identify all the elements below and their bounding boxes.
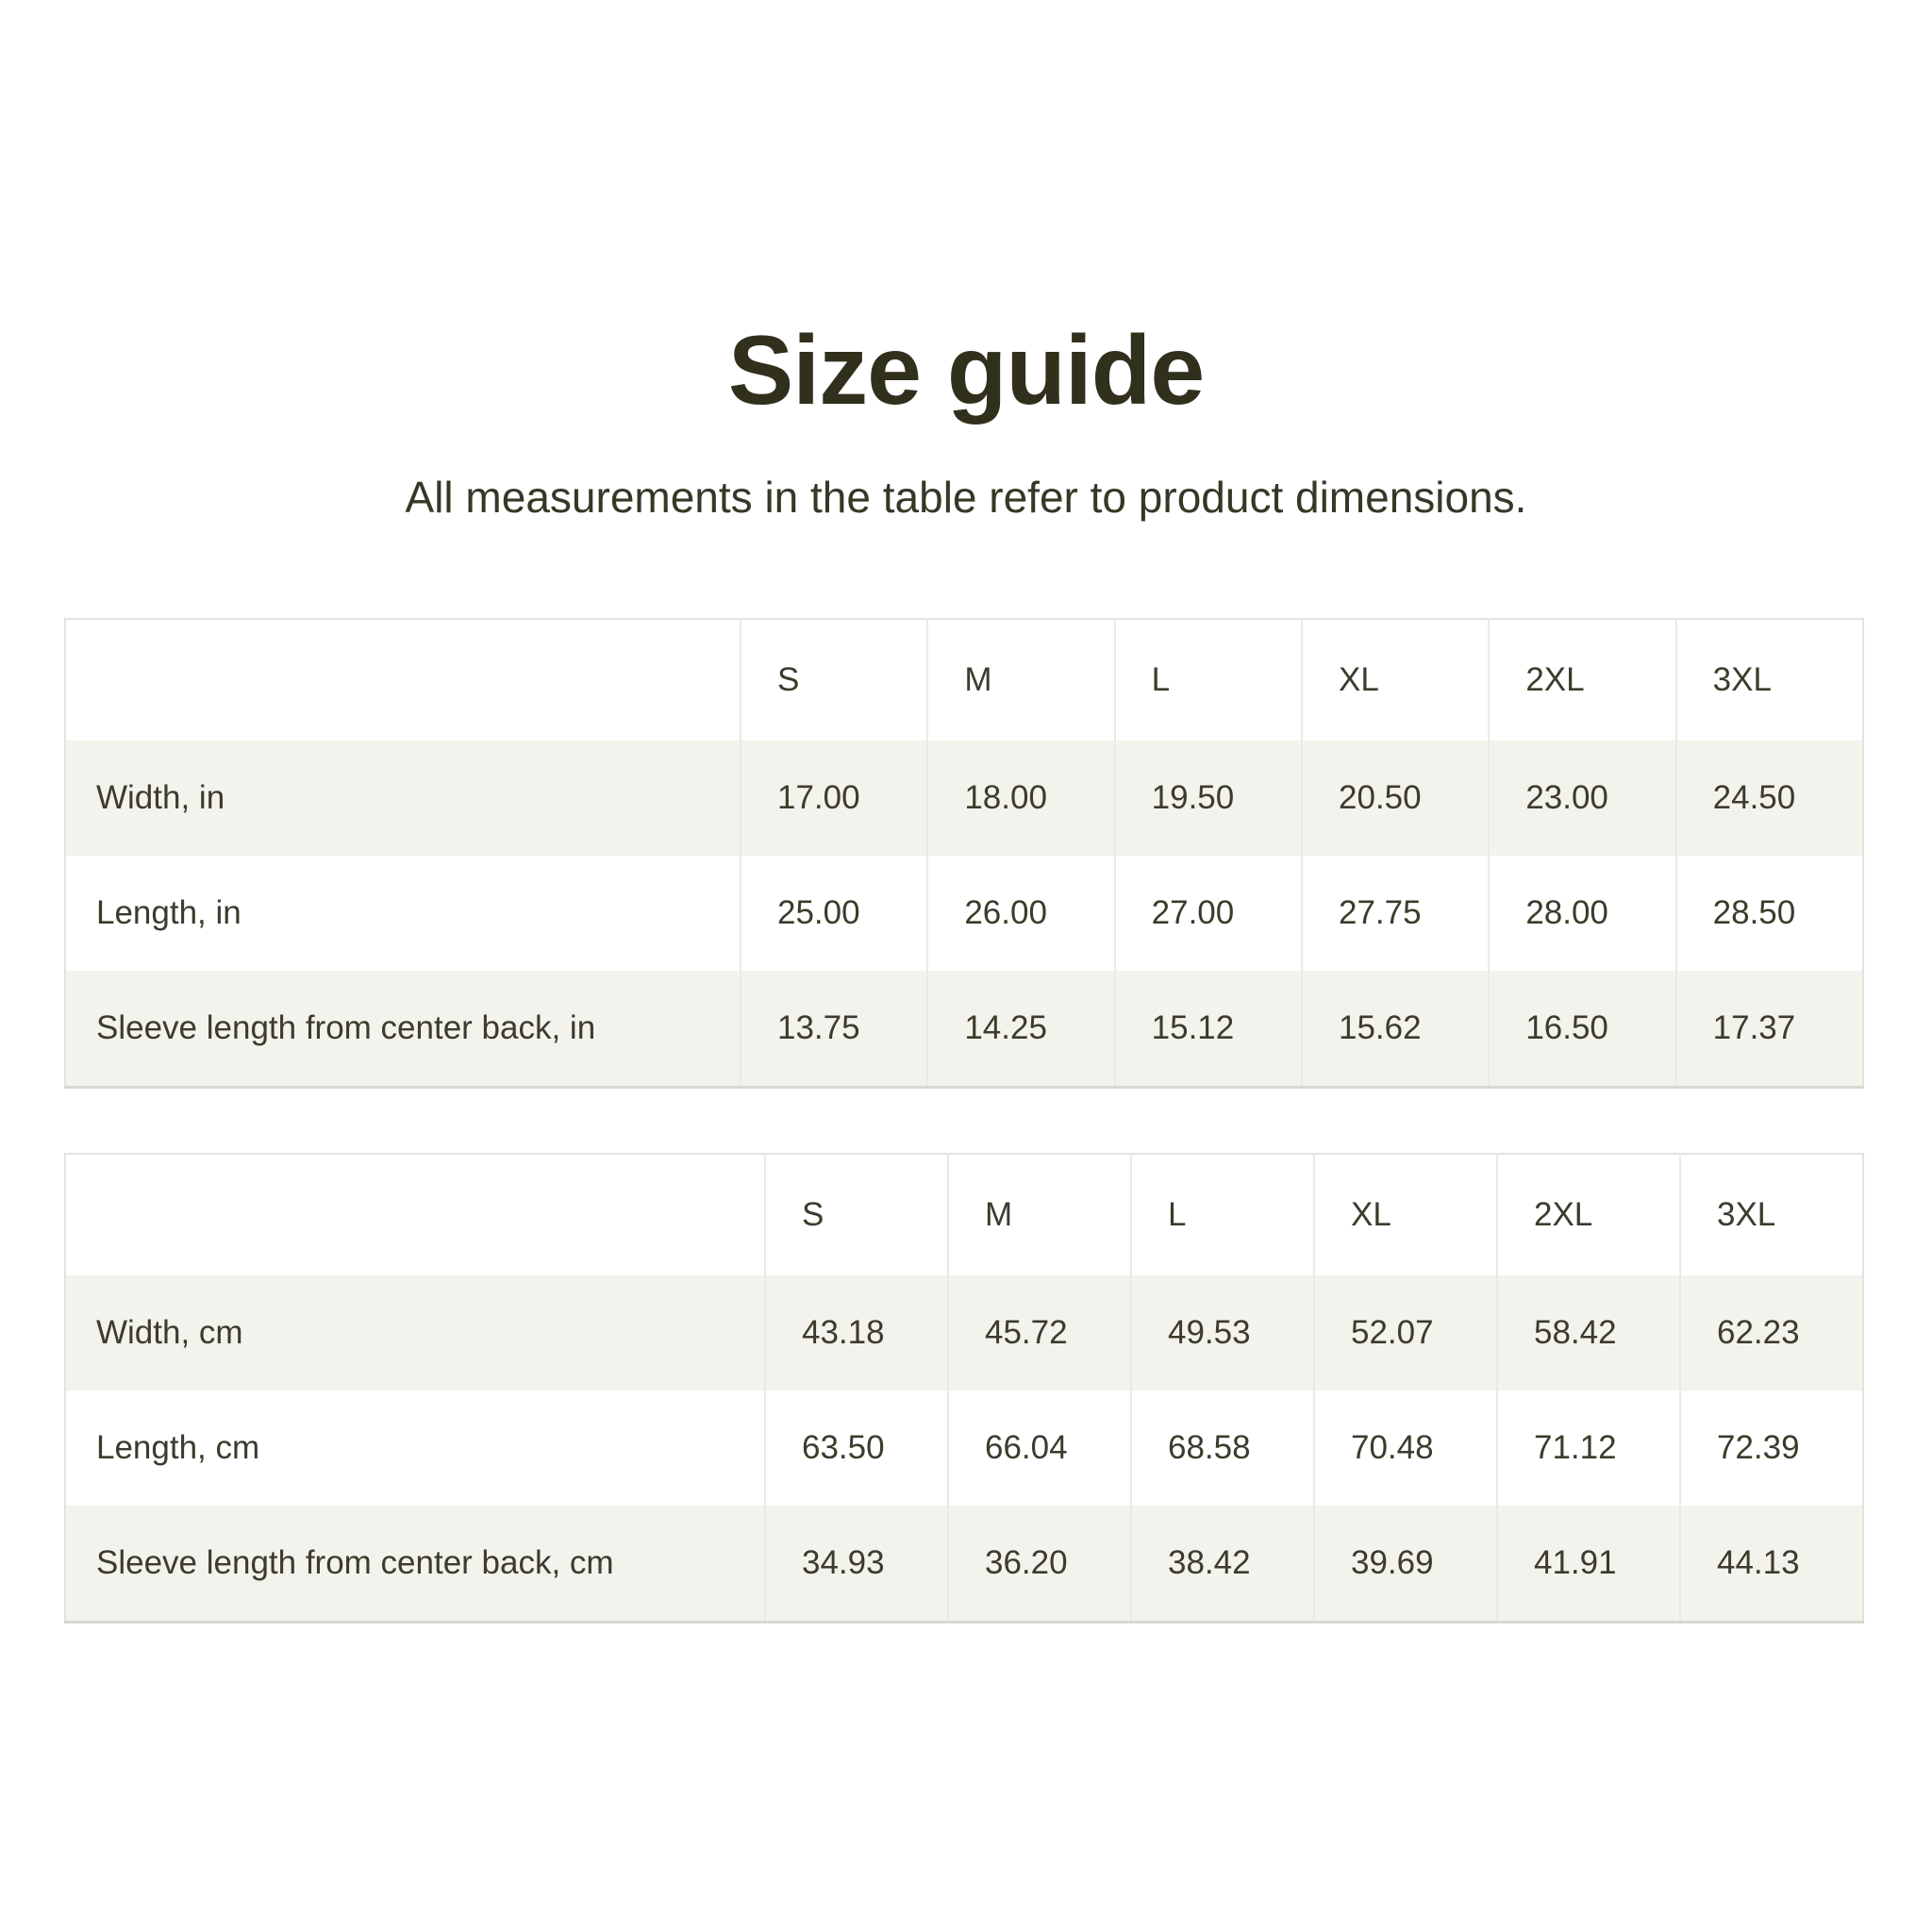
table-row (65, 1506, 1863, 1623)
size-column-header: S (765, 1154, 948, 1275)
measurement-value: 72.39 (1680, 1391, 1863, 1506)
size-column-header: 2XL (1489, 619, 1675, 741)
table-row (65, 1275, 1863, 1391)
table-row (65, 856, 1863, 971)
row-label: Sleeve length from center back, in (65, 971, 741, 1088)
measurement-value: 17.00 (741, 741, 927, 856)
size-column-header: L (1115, 619, 1302, 741)
measurement-value: 63.50 (765, 1391, 948, 1506)
row-label: Length, in (65, 856, 741, 971)
measurement-value: 45.72 (948, 1275, 1131, 1391)
row-label: Sleeve length from center back, cm (65, 1506, 765, 1623)
measurement-value: 17.37 (1676, 971, 1863, 1088)
empty-header-cell (65, 619, 741, 741)
size-column-header: 3XL (1676, 619, 1863, 741)
measurement-value: 49.53 (1131, 1275, 1314, 1391)
size-column-header: M (948, 1154, 1131, 1275)
measurement-value: 52.07 (1314, 1275, 1497, 1391)
size-column-header: 2XL (1497, 1154, 1680, 1275)
page-subtitle: All measurements in the table refer to product dimensions. (405, 473, 1527, 523)
measurement-value: 70.48 (1314, 1391, 1497, 1506)
measurement-value: 28.00 (1489, 856, 1675, 971)
size-column-header: 3XL (1680, 1154, 1863, 1275)
measurement-value: 20.50 (1302, 741, 1489, 856)
measurement-value: 19.50 (1115, 741, 1302, 856)
table-row (65, 1391, 1863, 1506)
row-label: Width, cm (65, 1275, 765, 1391)
size-column-header: XL (1302, 619, 1489, 741)
measurement-value: 43.18 (765, 1275, 948, 1391)
measurement-value: 13.75 (741, 971, 927, 1088)
measurement-value: 66.04 (948, 1391, 1131, 1506)
row-label: Length, cm (65, 1391, 765, 1506)
measurement-value: 39.69 (1314, 1506, 1497, 1623)
empty-header-cell (65, 1154, 765, 1275)
size-column-header: XL (1314, 1154, 1497, 1275)
page-title: Size guide (727, 316, 1205, 425)
size-table-inches (64, 618, 1864, 1089)
measurement-value: 18.00 (927, 741, 1114, 856)
measurement-value: 36.20 (948, 1506, 1131, 1623)
size-table-header-row (65, 1154, 1863, 1275)
size-column-header: L (1131, 1154, 1314, 1275)
measurement-value: 15.62 (1302, 971, 1489, 1088)
measurement-value: 44.13 (1680, 1506, 1863, 1623)
measurement-value: 62.23 (1680, 1275, 1863, 1391)
row-label: Width, in (65, 741, 741, 856)
measurement-value: 15.12 (1115, 971, 1302, 1088)
measurement-value: 38.42 (1131, 1506, 1314, 1623)
measurement-value: 34.93 (765, 1506, 948, 1623)
measurement-value: 28.50 (1676, 856, 1863, 971)
table-row (65, 971, 1863, 1088)
measurement-value: 16.50 (1489, 971, 1675, 1088)
size-table-cm (64, 1153, 1864, 1624)
measurement-value: 27.75 (1302, 856, 1489, 971)
measurement-value: 26.00 (927, 856, 1114, 971)
measurement-value: 58.42 (1497, 1275, 1680, 1391)
measurement-value: 71.12 (1497, 1391, 1680, 1506)
measurement-value: 24.50 (1676, 741, 1863, 856)
measurement-value: 14.25 (927, 971, 1114, 1088)
table-row (65, 741, 1863, 856)
measurement-value: 27.00 (1115, 856, 1302, 971)
size-column-header: S (741, 619, 927, 741)
size-column-header: M (927, 619, 1114, 741)
size-table-header-row (65, 619, 1863, 741)
measurement-value: 23.00 (1489, 741, 1675, 856)
measurement-value: 41.91 (1497, 1506, 1680, 1623)
measurement-value: 25.00 (741, 856, 927, 971)
measurement-value: 68.58 (1131, 1391, 1314, 1506)
